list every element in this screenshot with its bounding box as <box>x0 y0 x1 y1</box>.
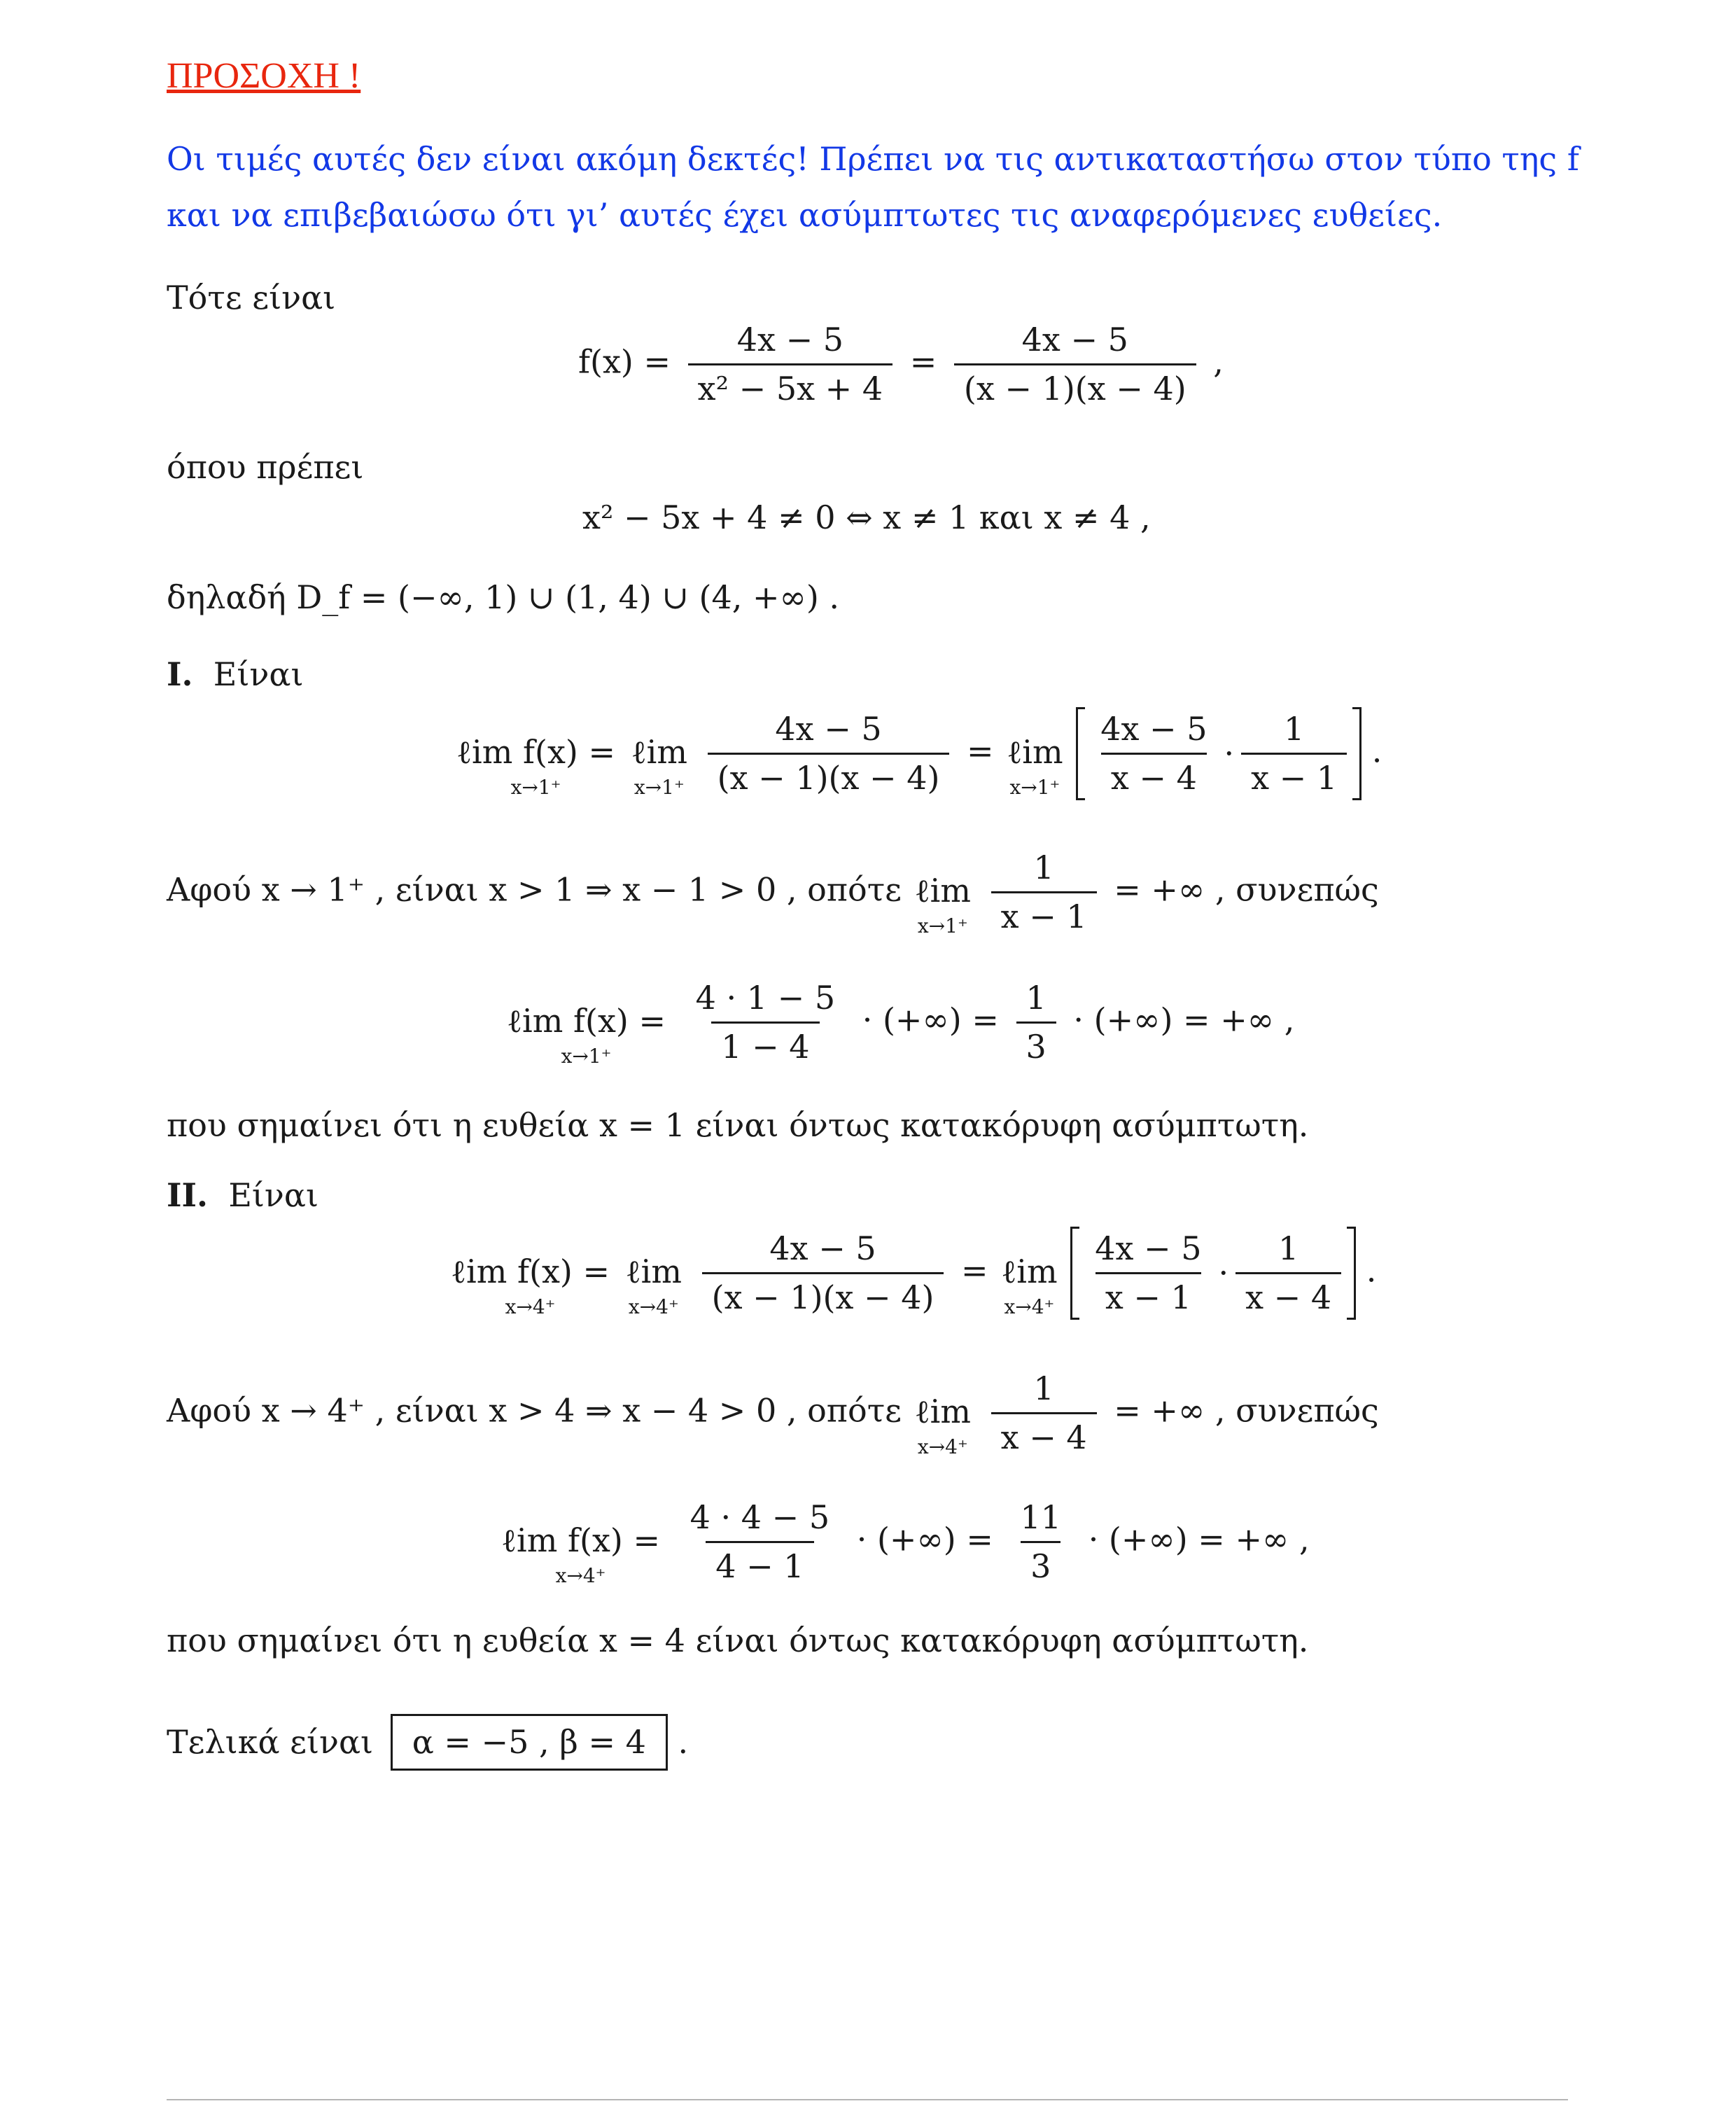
part2-result: ℓim f(x) = x→4⁺ $\frac{4 \cdot 4 - 5}{4 - 1}$ · (+∞) = $\frac{11}{3}$ · (+∞) = +∞ , <box>501 1498 1310 1588</box>
limit: ℓim x→1⁺ <box>631 733 688 800</box>
bracket-group: $\frac{4x - 5}{x - 4}$ · $\frac{1}{x - 1}$ <box>1076 707 1362 800</box>
denominator: (x − 1)(x − 4) <box>954 363 1196 408</box>
opou-text: όπου πρέπει <box>167 448 364 486</box>
warning-heading: ΠΡΟΣΟΧΗ ! <box>167 56 361 96</box>
final-text: Τελικά είναι <box>167 1723 374 1761</box>
part2-heading <box>167 1176 318 1215</box>
punctuation: , <box>1213 342 1224 381</box>
part2-label: II. <box>167 1176 209 1214</box>
part1-since-line: Αφού x → 1⁺ , είναι x > 1 ⇒ x − 1 > 0 , οπότε ℓim x→1⁺ $\frac{1}{x - 1}$ = +∞ , συνεπώς <box>167 849 1379 938</box>
part2-meaning: που σημαίνει ότι η ευθεία x = 4 είναι όντως κατακόρυφη ασύμπτωτη. <box>167 1622 1309 1659</box>
numerator: 4x − 5 <box>1021 321 1128 358</box>
final-period: . <box>678 1723 689 1761</box>
boxed-answer: α = −5 , β = 4 <box>391 1714 668 1771</box>
condition-equation: x² − 5x + 4 ≠ 0 ⇔ x ≠ 1 και x ≠ 4 , <box>582 498 1151 536</box>
part1-limit-expression: ℓim f(x) = x→1⁺ ℓim x→1⁺ $\frac{4x - 5}{(x - 1)(x - 4)}$ = ℓim x→1⁺ $\frac{4x - 5}{x - 4}$ · $\frac{1}{x - 1}$ . <box>454 707 1382 800</box>
tote-text: Τότε είναι <box>167 279 336 316</box>
footer-divider <box>167 2099 1568 2100</box>
domain-line: δηλαδή D_f = (−∞, 1) ∪ (1, 4) ∪ (4, +∞) . <box>167 578 840 616</box>
fraction <box>688 321 892 408</box>
numerator: 4x − 5 <box>736 321 844 358</box>
note-line-1: Οι τιμές αυτές δεν είναι ακόμη δεκτές! Πρέπει να τις αντικαταστήσω στον τύπο της f <box>167 140 1579 178</box>
note-line-2: και να επιβεβαιώσω ότι γι’ αυτές έχει ασύμπτωτες τις αναφερόμενες ευθείες. <box>167 196 1443 234</box>
part1-meaning: που σημαίνει ότι η ευθεία x = 1 είναι όντως κατακόρυφη ασύμπτωτη. <box>167 1106 1309 1144</box>
f-definition <box>578 321 1224 408</box>
part1-label: I. <box>167 655 193 693</box>
final-answer <box>167 1714 688 1771</box>
part2-text: Είναι <box>228 1176 318 1214</box>
part1-result: ℓim f(x) = x→1⁺ $\frac{4 \cdot 1 - 5}{1 - 4}$ · (+∞) = $\frac{1}{3}$ · (+∞) = +∞ , <box>507 979 1295 1068</box>
limit: ℓim x→1⁺ <box>1007 733 1063 800</box>
limit: ℓim f(x) = x→1⁺ <box>456 733 616 800</box>
f-lhs: f(x) = <box>578 342 671 381</box>
fraction: $\frac{4x - 5}{(x - 1)(x - 4)}$ <box>708 710 950 797</box>
part2-limit-expression: ℓim f(x) = x→4⁺ ℓim x→4⁺ $\frac{4x - 5}{(x - 1)(x - 4)}$ = ℓim x→4⁺ $\frac{4x - 5}{x - 1}$ · $\frac{1}{x - 4}$ . <box>448 1227 1376 1320</box>
part2-since-line: Αφού x → 4⁺ , είναι x > 4 ⇒ x − 4 > 0 , οπότε ℓim x→4⁺ $\frac{1}{x - 4}$ = +∞ , συνεπώς <box>167 1369 1379 1459</box>
part1-text: Είναι <box>213 655 304 693</box>
equals: = <box>909 342 937 381</box>
part1-heading <box>167 655 303 694</box>
bracket-group: $\frac{4x - 5}{x - 1}$ · $\frac{1}{x - 4}$ <box>1070 1227 1356 1320</box>
fraction <box>954 321 1196 408</box>
denominator: x² − 5x + 4 <box>688 363 892 408</box>
